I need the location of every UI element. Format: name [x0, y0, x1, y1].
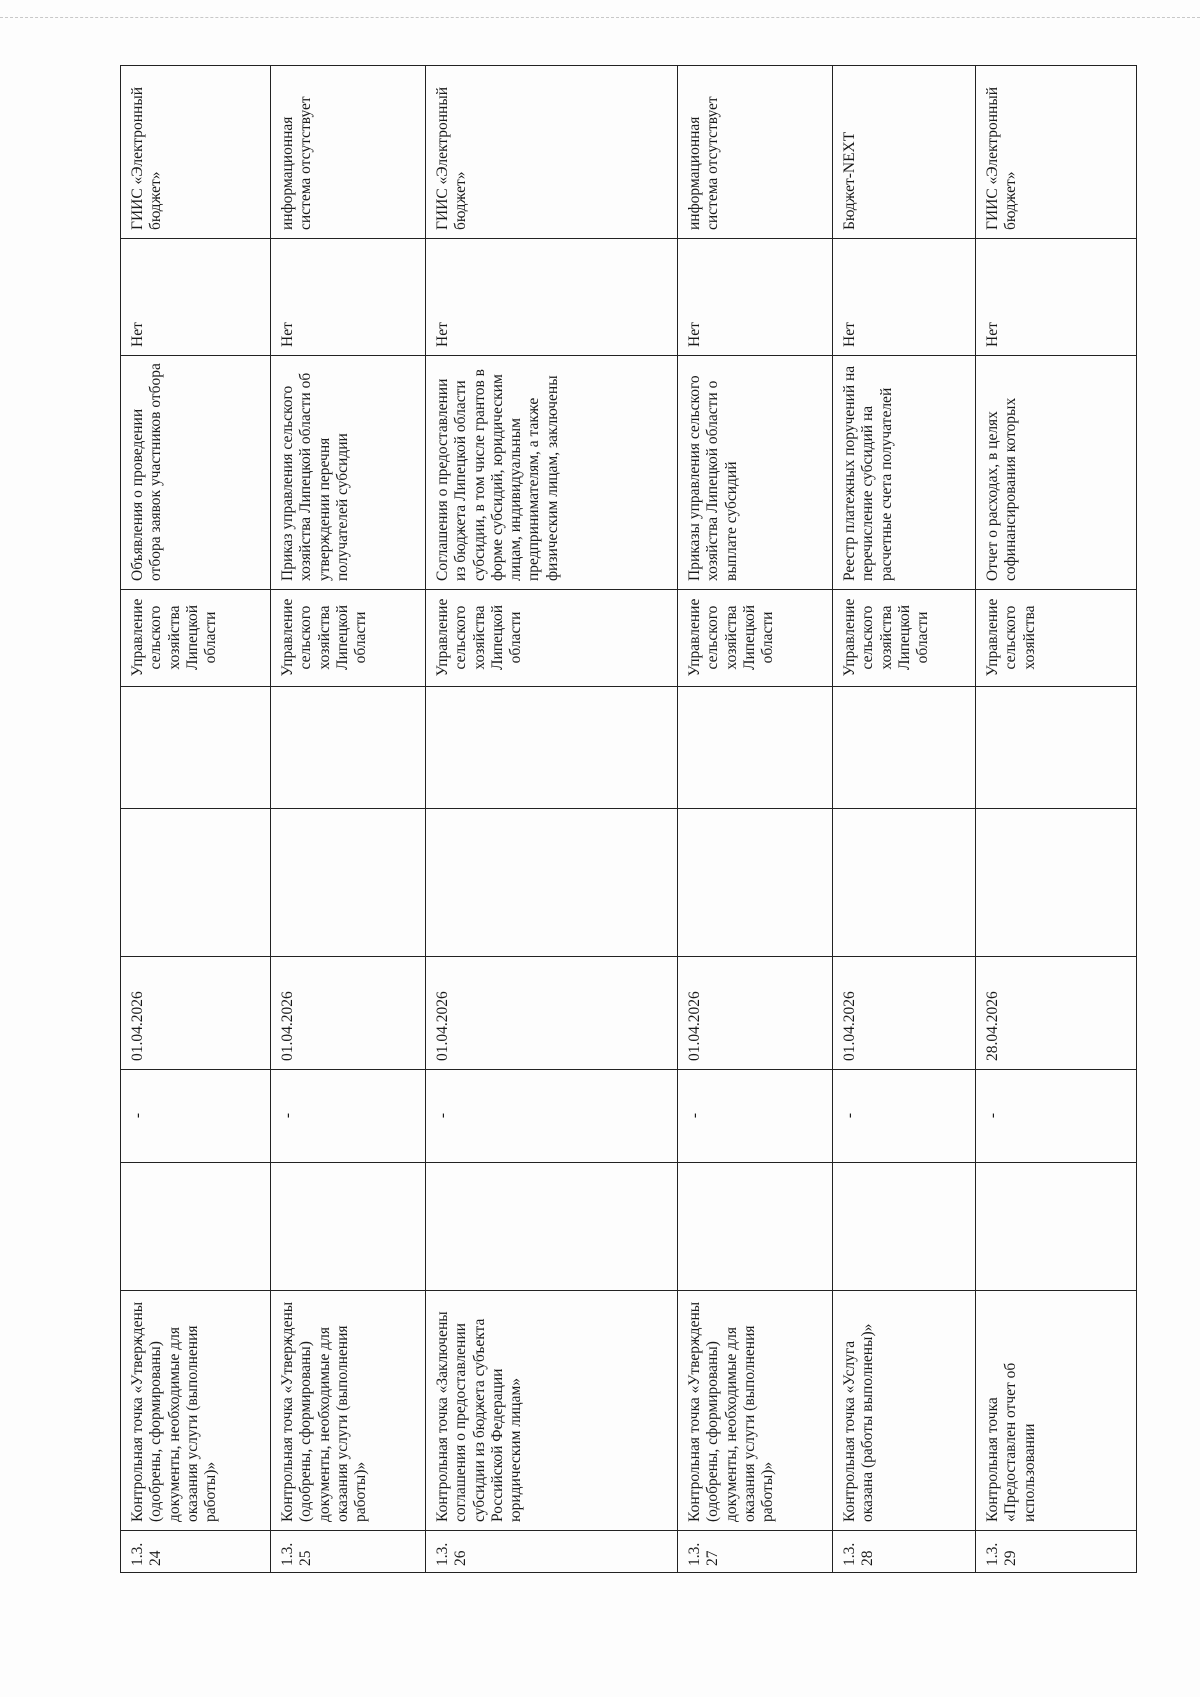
empty-cell	[271, 687, 426, 809]
responsible-cell: Управление сельского хозяйства Липецкой области	[121, 590, 271, 687]
document-cell: Отчет о расходах, в целях софинансирования которых	[976, 356, 1137, 590]
control-points-table	[120, 65, 1137, 1573]
table-row	[271, 66, 426, 1573]
document-cell: Приказ управления сельского хозяйства Липецкой области об утверждении перечня получателей субсидии	[271, 356, 426, 590]
row-number: 1.3.27	[678, 1531, 833, 1573]
date-cell: 01.04.2026	[426, 957, 678, 1070]
information-system-cell: ГИИС «Электронный бюджет»	[121, 66, 271, 239]
document-cell: Соглашения о предоставлении из бюджета Липецкой области субсидии, в том числе грантов в форме субсидий, юридическим лицам, индивидуальным предпринимателям, а также физическим лицам, заключены	[426, 356, 678, 590]
dash-cell: -	[271, 1070, 426, 1163]
empty-cell	[121, 1163, 271, 1291]
empty-cell	[976, 687, 1137, 809]
table-row	[426, 66, 678, 1573]
dash-cell: -	[678, 1070, 833, 1163]
flag-cell: Нет	[271, 239, 426, 356]
control-point-name: Контрольная точка «Утверждены (одобрены, сформированы) документы, необходимые для оказания услуги (выполнения работы)»	[271, 1291, 426, 1531]
responsible-cell: Управление сельского хозяйства Липецкой области	[833, 590, 976, 687]
responsible-cell: Управление сельского хозяйства	[976, 590, 1137, 687]
empty-cell	[426, 1163, 678, 1291]
empty-cell	[121, 687, 271, 809]
table-row	[976, 66, 1137, 1573]
control-point-name: Контрольная точка «Услуга оказана (работы выполнены)»	[833, 1291, 976, 1531]
flag-cell: Нет	[678, 239, 833, 356]
date-cell: 01.04.2026	[121, 957, 271, 1070]
date-cell: 01.04.2026	[678, 957, 833, 1070]
empty-cell	[121, 809, 271, 957]
table-row	[121, 66, 271, 1573]
empty-cell	[833, 1163, 976, 1291]
empty-cell	[426, 687, 678, 809]
information-system-cell: информационная система отсутствует	[678, 66, 833, 239]
row-number: 1.3.25	[271, 1531, 426, 1573]
date-cell: 01.04.2026	[833, 957, 976, 1070]
row-number: 1.3.24	[121, 1531, 271, 1573]
row-number: 1.3.29	[976, 1531, 1137, 1573]
empty-cell	[678, 1163, 833, 1291]
row-number: 1.3.26	[426, 1531, 678, 1573]
information-system-cell: Бюджет-NEXT	[833, 66, 976, 239]
rotated-table-container	[120, 66, 1136, 1573]
rotated-page-wrapper	[120, 66, 1136, 1573]
empty-cell	[678, 809, 833, 957]
document-cell: Объявления о проведении отбора заявок участников отбора	[121, 356, 271, 590]
date-cell: 01.04.2026	[271, 957, 426, 1070]
empty-cell	[271, 809, 426, 957]
empty-cell	[976, 1163, 1137, 1291]
page-top-edge	[0, 17, 1200, 18]
responsible-cell: Управление сельского хозяйства Липецкой области	[271, 590, 426, 687]
table-row	[833, 66, 976, 1573]
flag-cell: Нет	[976, 239, 1137, 356]
dash-cell: -	[976, 1070, 1137, 1163]
information-system-cell: информационная система отсутствует	[271, 66, 426, 239]
flag-cell: Нет	[833, 239, 976, 356]
empty-cell	[678, 687, 833, 809]
date-cell: 28.04.2026	[976, 957, 1137, 1070]
control-point-name: Контрольная точка «Заключены соглашения о предоставлении субсидии из бюджета субъекта Российской Федерации юридическим лицам»	[426, 1291, 678, 1531]
empty-cell	[271, 1163, 426, 1291]
dash-cell: -	[833, 1070, 976, 1163]
table-row	[678, 66, 833, 1573]
document-cell: Приказы управления сельского хозяйства Липецкой области о выплате субсидий	[678, 356, 833, 590]
flag-cell: Нет	[121, 239, 271, 356]
control-point-name: Контрольная точка «Предоставлен отчет об использовании	[976, 1291, 1137, 1531]
responsible-cell: Управление сельского хозяйства Липецкой области	[678, 590, 833, 687]
flag-cell: Нет	[426, 239, 678, 356]
empty-cell	[976, 809, 1137, 957]
responsible-cell: Управление сельского хозяйства Липецкой области	[426, 590, 678, 687]
empty-cell	[833, 809, 976, 957]
empty-cell	[833, 687, 976, 809]
information-system-cell: ГИИС «Электронный бюджет»	[976, 66, 1137, 239]
document-cell: Реестр платежных поручений на перечисление субсидий на расчетные счета получателей	[833, 356, 976, 590]
control-point-name: Контрольная точка «Утверждены (одобрены, сформированы) документы, необходимые для оказания услуги (выполнения работы)»	[678, 1291, 833, 1531]
dash-cell: -	[121, 1070, 271, 1163]
empty-cell	[426, 809, 678, 957]
row-number: 1.3.28	[833, 1531, 976, 1573]
control-point-name: Контрольная точка «Утверждены (одобрены, сформированы) документы, необходимые для оказания услуги (выполнения работы)»	[121, 1291, 271, 1531]
dash-cell: -	[426, 1070, 678, 1163]
information-system-cell: ГИИС «Электронный бюджет»	[426, 66, 678, 239]
